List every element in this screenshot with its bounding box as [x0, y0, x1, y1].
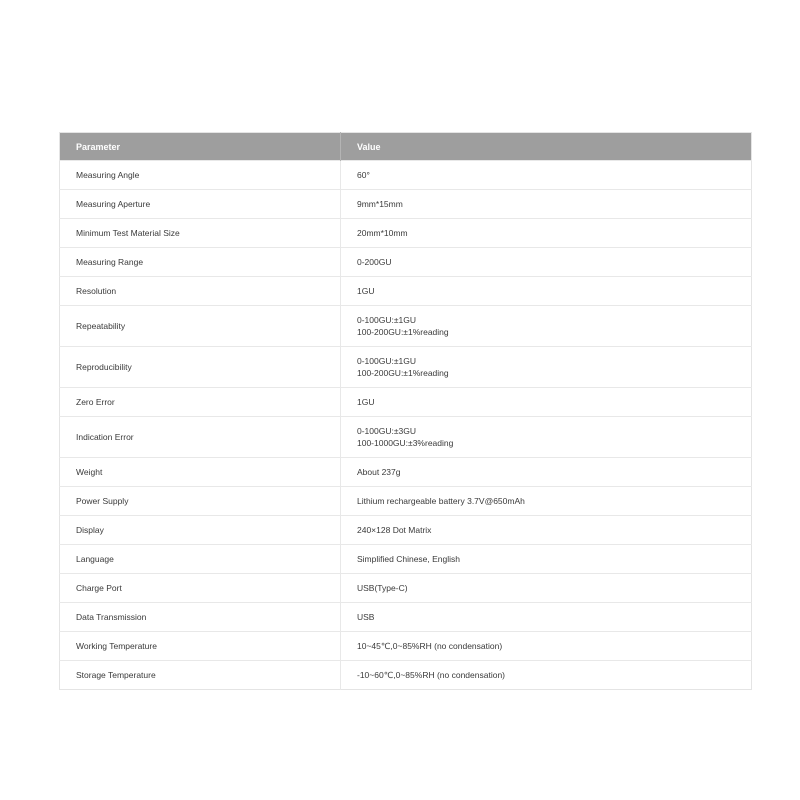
- value-line: 240×128 Dot Matrix: [357, 525, 432, 535]
- value-cell: [341, 516, 752, 545]
- parameter-cell: Measuring Range: [60, 248, 341, 277]
- value-line: 100-1000GU:±3%reading: [357, 438, 454, 448]
- table-row: [60, 661, 752, 690]
- value-line: 0-100GU:±1GU: [357, 315, 416, 325]
- parameter-cell: Minimum Test Material Size: [60, 219, 341, 248]
- value-cell: [341, 458, 752, 487]
- parameter-cell: Charge Port: [60, 574, 341, 603]
- spec-table: [59, 132, 752, 690]
- parameter-cell: Measuring Aperture: [60, 190, 341, 219]
- value-cell: [341, 574, 752, 603]
- parameter-cell: Repeatability: [60, 306, 341, 347]
- parameter-cell: Data Transmission: [60, 603, 341, 632]
- value-line: 10~45℃,0~85%RH (no condensation): [357, 641, 503, 651]
- value-cell: [341, 661, 752, 690]
- value-cell: [341, 603, 752, 632]
- value-line: 9mm*15mm: [357, 199, 403, 209]
- value-line: 100-200GU:±1%reading: [357, 368, 449, 378]
- parameter-cell: Power Supply: [60, 487, 341, 516]
- value-cell: [341, 161, 752, 190]
- parameter-cell: Storage Temperature: [60, 661, 341, 690]
- column-header-value: Value: [341, 133, 752, 161]
- value-cell: [341, 347, 752, 388]
- table-row: [60, 347, 752, 388]
- table-row: [60, 306, 752, 347]
- value-cell: [341, 190, 752, 219]
- value-line: 100-200GU:±1%reading: [357, 327, 449, 337]
- table-row: [60, 219, 752, 248]
- parameter-cell: Working Temperature: [60, 632, 341, 661]
- value-line: 20mm*10mm: [357, 228, 408, 238]
- table-row: [60, 458, 752, 487]
- value-line: 0-200GU: [357, 257, 392, 267]
- value-cell: [341, 545, 752, 574]
- value-line: USB(Type-C): [357, 583, 408, 593]
- value-cell: [341, 388, 752, 417]
- table-header-row: [60, 133, 752, 161]
- value-line: 1GU: [357, 397, 375, 407]
- table-row: [60, 277, 752, 306]
- table-row: [60, 574, 752, 603]
- table-row: [60, 545, 752, 574]
- table-row: [60, 516, 752, 545]
- parameter-cell: Language: [60, 545, 341, 574]
- value-line: About 237g: [357, 467, 401, 477]
- table-row: [60, 487, 752, 516]
- value-line: Simplified Chinese, English: [357, 554, 460, 564]
- value-line: -10~60℃,0~85%RH (no condensation): [357, 670, 505, 680]
- value-cell: [341, 248, 752, 277]
- value-line: 0-100GU:±3GU: [357, 426, 416, 436]
- value-line: 0-100GU:±1GU: [357, 356, 416, 366]
- table-row: [60, 161, 752, 190]
- table-row: [60, 417, 752, 458]
- parameter-cell: Zero Error: [60, 388, 341, 417]
- value-cell: [341, 277, 752, 306]
- value-cell: [341, 487, 752, 516]
- column-header-parameter: Parameter: [60, 133, 341, 161]
- value-line: Lithium rechargeable battery 3.7V@650mAh: [357, 496, 525, 506]
- value-cell: [341, 306, 752, 347]
- value-line: USB: [357, 612, 375, 622]
- value-cell: [341, 632, 752, 661]
- table-row: [60, 248, 752, 277]
- parameter-cell: Display: [60, 516, 341, 545]
- value-line: 1GU: [357, 286, 375, 296]
- spec-table-body: [60, 161, 752, 690]
- table-row: [60, 632, 752, 661]
- parameter-cell: Resolution: [60, 277, 341, 306]
- parameter-cell: Indication Error: [60, 417, 341, 458]
- value-line: 60°: [357, 170, 370, 180]
- parameter-cell: Reproducibility: [60, 347, 341, 388]
- table-row: [60, 603, 752, 632]
- table-row: [60, 190, 752, 219]
- parameter-cell: Weight: [60, 458, 341, 487]
- value-cell: [341, 219, 752, 248]
- parameter-cell: Measuring Angle: [60, 161, 341, 190]
- value-cell: [341, 417, 752, 458]
- table-row: [60, 388, 752, 417]
